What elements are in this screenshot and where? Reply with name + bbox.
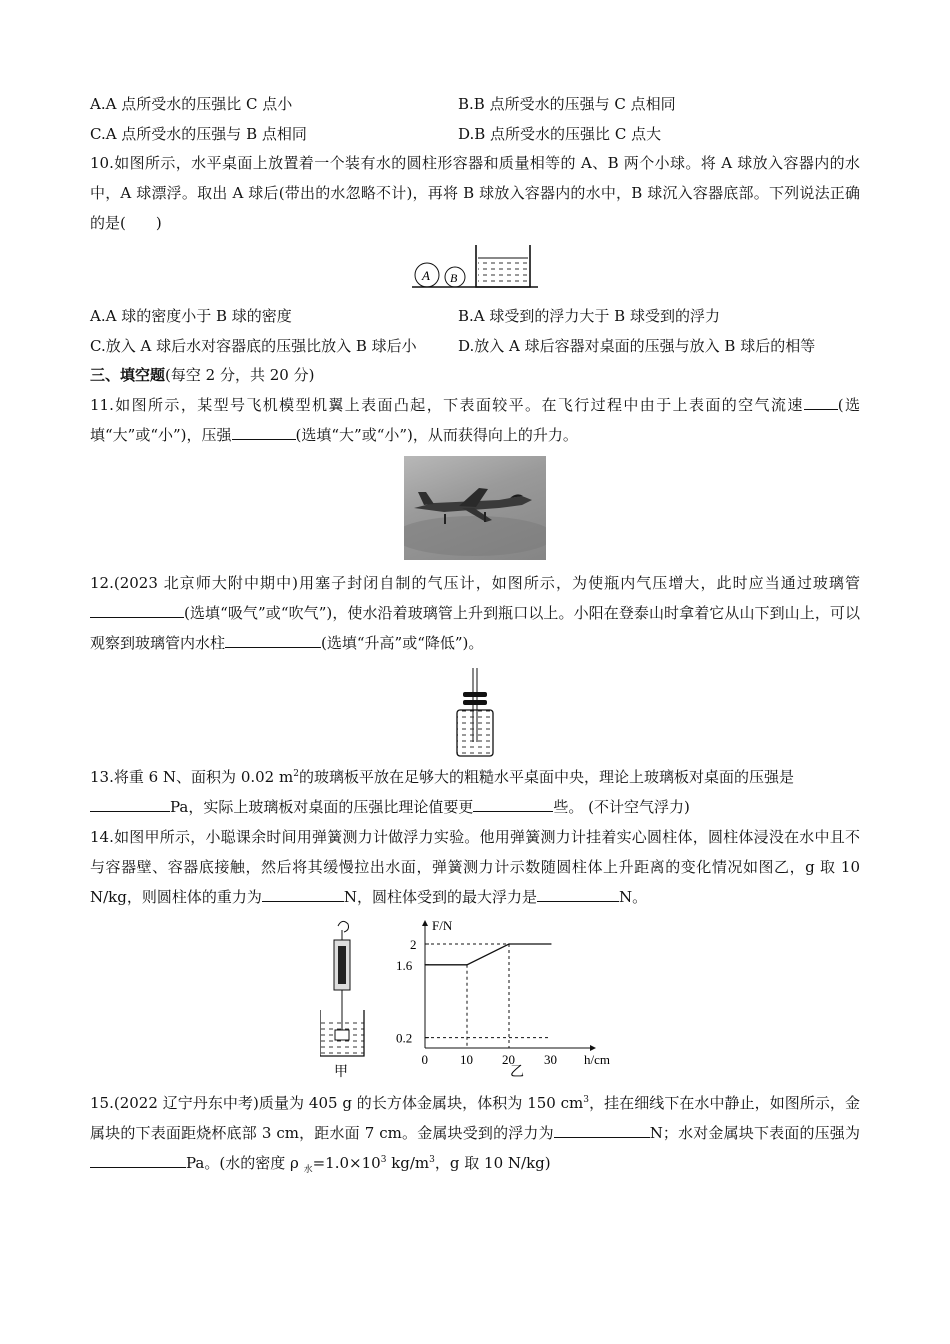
barometer-bottle-diagram [445,666,505,760]
q15-sup1: 3 [583,1095,590,1105]
balls-container-diagram [410,242,540,290]
q9-options-row2 [90,118,860,148]
q15-part3c: kg/m [386,1154,430,1172]
q11-part3: (选填“大”或“小”)，从而获得向上的升力。 [295,426,578,444]
container-water [478,258,528,286]
q11-blank2[interactable] [232,423,296,440]
stopper-top [463,692,487,697]
q14-part2: N，圆柱体受到的最大浮力是 [343,888,538,906]
section-heading [90,360,860,390]
data-point [424,964,425,965]
q9-option-b: B.B 点所受水的压强与 C 点相同 [458,94,676,113]
q11-part2: (选填“大”或“小”)，压强 [90,396,860,444]
q13-text [90,762,860,822]
fig-right-caption: 乙 [510,1065,524,1078]
bottle [457,710,493,756]
ball-a-label: A [422,268,430,283]
q10-figure [90,242,860,290]
q15-part1b: ，挂在细线下在水中静止，如图所示，金属块的下表面距烧杯底部 3 cm，距水面 7 cm。金属块受到的浮力为 [90,1094,860,1142]
q15-sup3: 3 [429,1155,435,1165]
q12-part2: (选填“吸气”或“吹气”)，使水沿着玻璃管上升到瓶口以上。小阳在登泰山时拿着它从山下到山上，可以观察到玻璃管内水柱 [90,604,860,652]
q12-figure [90,666,860,760]
q13-blank1[interactable] [90,795,170,812]
q15-part2: N；水对金属块下表面的压强为 [649,1124,860,1142]
x-tick-label: 20 [502,1052,515,1067]
x-tick-label: 0 [421,1052,428,1067]
q12-text [90,568,860,658]
q15-part3d: ，g 取 10 N/kg) [434,1154,551,1172]
q13-blank2[interactable] [473,795,553,812]
q13-part2: Pa，实际上玻璃板对桌面的压强比理论值要更 [170,798,474,816]
fig-left-caption: 甲 [334,1065,348,1078]
q13-sup: 2 [293,769,299,779]
q9-option-a: A.A 点所受水的压强比 C 点小 [90,94,293,113]
q9-option-c: C.A 点所受水的压强与 B 点相同 [90,124,307,143]
q15-sub: 水 [303,1165,313,1175]
data-point [466,964,467,965]
y-tick-label: 2 [410,937,417,952]
q14-diagrams [320,918,630,1078]
y-tick-label: 0.2 [396,1030,413,1046]
q14-blank2[interactable] [537,885,619,902]
q13-part1a: 13.将重 6 N、面积为 0.02 m [90,768,294,786]
y-axis-label: F/N [432,918,453,933]
q10-option-b: B.A 球受到的浮力大于 B 球受到的浮力 [458,306,720,325]
q15-text [90,1088,860,1178]
q10-stem: 10.如图所示，水平桌面上放置着一个装有水的圆柱形容器和质量相等的 A、B 两个小球。将 A 球放入容器内的水中，A 球漂浮。取出 A 球后(带出的水忽略不计)，再将 B 球放入容器内的水中，B 球沉入容器底部。下列说法正确的是( ) [90,154,860,232]
y-tick-label: 1.6 [396,957,413,973]
q12-part3: (选填“升高”或“降低”)。 [321,634,484,652]
x-tick-label: 30 [544,1052,557,1067]
q10-option-c: C.放入 A 球后水对容器底的压强比放入 B 球后小 [90,336,417,355]
x-tick-label: 10 [460,1052,473,1067]
q14-part3: N。 [619,888,648,906]
q9-option-d: D.B 点所受水的压强比 C 点大 [458,124,662,143]
q11-blank1[interactable] [804,393,838,410]
q10-option-d: D.放入 A 球后容器对桌面的压强与放入 B 球后的相等 [458,336,816,355]
q10-options-row2 [90,330,860,360]
q15-part3a: Pa。(水的密度 ρ [186,1154,304,1172]
section-note: (每空 2 分，共 20 分) [165,366,315,384]
x-axis-label: h/cm [584,1052,610,1067]
q10-options-row1 [90,300,860,330]
data-point [550,943,551,944]
q15-sup2: 3 [380,1155,387,1165]
hand-icon [338,921,349,932]
q15-part1a: 15.(2022 辽宁丹东中考)质量为 405 g 的长方体金属块，体积为 150 cm [90,1094,584,1112]
q12-blank1[interactable] [90,601,184,618]
q11-text [90,390,860,450]
q11-figure [90,456,860,560]
q13-part3: 些。 (不计空气浮力) [553,798,690,816]
q15-blank1[interactable] [554,1121,650,1138]
q11-part1: 11.如图所示，某型号飞机模型机翼上表面凸起，下表面较平。在飞行过程中由于上表面的空气流速 [90,396,804,414]
airplane-icon [404,456,546,560]
data-point [508,943,509,944]
q12-part1: 12.(2023 北京师大附中期中)用塞子封闭自制的气压计，如图所示，为使瓶内气压增大，此时应当通过玻璃管 [90,574,860,592]
airplane-photo [404,456,546,560]
worksheet-page [90,88,860,1178]
q10-option-a: A.A 球的密度小于 B 球的密度 [90,306,292,325]
spring-scale-apparatus [320,921,364,1056]
q13-part1b: 的玻璃板平放在足够大的粗糙水平桌面中央，理论上玻璃板对桌面的压强是 [298,768,794,786]
section-title: 三、填空题 [90,366,166,384]
q14-blank1[interactable] [262,885,344,902]
q9-options-row1 [90,88,860,118]
q12-blank2[interactable] [225,631,321,648]
q14-figure [90,918,860,1078]
q14-text [90,822,860,912]
ball-b-label: B [450,271,458,285]
force-height-chart [396,918,610,1067]
cylinder-block [335,1030,349,1040]
stopper-bottom [463,700,487,705]
q14-part1: 14.如图甲所示，小聪课余时间用弹簧测力计做浮力实验。他用弹簧测力计挂着实心圆柱体，圆柱体浸没在水中且不与容器壁、容器底接触，然后将其缓慢拉出水面，弹簧测力计示数随圆柱体上升距离的变化情况如图乙，g 取 10 N/kg，则圆柱体的重力为 [90,828,860,906]
series-line-F [425,944,551,965]
q15-part3b: =1.0×10 [312,1154,381,1172]
q15-blank2[interactable] [90,1151,186,1168]
